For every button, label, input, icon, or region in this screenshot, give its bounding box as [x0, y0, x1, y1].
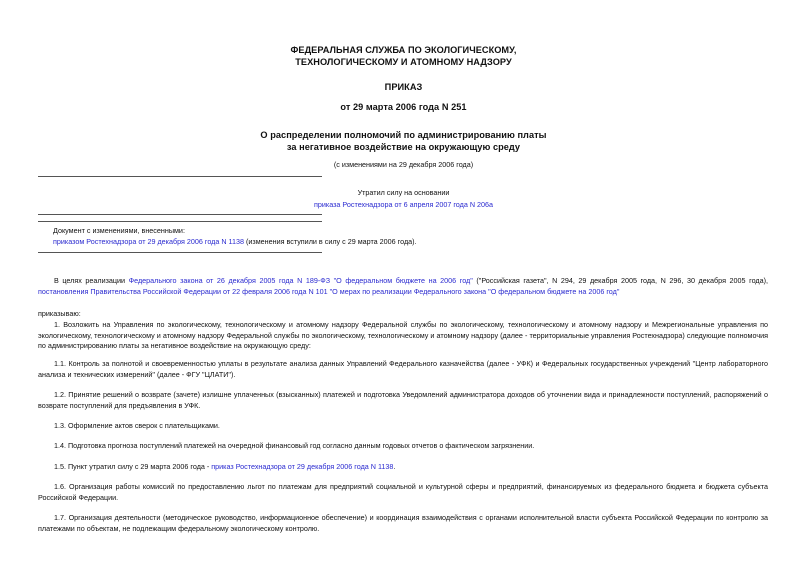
amendments-note: (с изменениями на 29 декабря 2006 года): [333, 160, 474, 169]
changes-suffix: (изменения вступили в силу с 29 марта 2006 года).: [244, 237, 417, 246]
preamble-paragraph: [38, 276, 768, 297]
doc-subject-line1: О распределении полномочий по администрированию платы: [260, 130, 547, 140]
item-1-5-order-link[interactable]: приказ Ростехнадзора от 29 декабря 2006 года N 1138: [211, 462, 394, 471]
federal-law-link[interactable]: Федерального закона от 26 декабря 2005 года N 189-ФЗ "О федеральном бюджете на 2006 год": [128, 276, 473, 285]
doc-date-number: от 29 марта 2006 года N 251: [340, 102, 467, 112]
preamble-text-a: В целях реализации: [54, 276, 129, 285]
divider: [38, 176, 322, 177]
repeal-order-link[interactable]: приказа Ростехнадзора от 6 апреля 2007 года N 206а: [314, 200, 493, 209]
item-1-5: [38, 462, 768, 473]
item-1-3: 1.3. Оформление актов сверок с плательщиками.: [54, 421, 220, 430]
item-1-1: 1.1. Контроль за полнотой и своевременностью уплаты в результате анализа данных Управлений Федерального казначейства (далее - УФК) и Федеральных государственных учреждений "Центр лабораторного анализа и технических измерений" (далее - ФГУ "ЦЛАТИ").: [38, 359, 768, 379]
orders-line: приказываю:: [38, 309, 81, 318]
changes-order-link[interactable]: приказом Ростехнадзора от 29 декабря 2006 года N 1138: [53, 237, 245, 246]
changes-intro: Документ с изменениями, внесенными:: [53, 226, 185, 235]
item-1: 1. Возложить на Управления по экологическому, технологическому и атомному надзору Федеральной службы по экологическому, технологическому и атомному надзору и Межрегиональные управления по экологическому, технологическому и атомному надзору Федеральной службы по экологическому, технологическому и атомному надзору (далее - территориальные управления Ростехнадзора) следующие полномочия по администрированию платы за негативное воздействие на окружающую среду:: [38, 320, 768, 350]
agency-title-line2: ТЕХНОЛОГИЧЕСКОМУ И АТОМНОМУ НАДЗОРУ: [295, 57, 512, 67]
doc-subject-line2: за негативное воздействие на окружающую среду: [286, 142, 521, 152]
item-1-6: 1.6. Организация работы комиссий по предоставлению льгот по платежам для предприятий социальной и культурной сферы и предприятий, финансируемых из федерального бюджета и бюджета субъекта Российской Федерации.: [38, 482, 768, 502]
item-1-2: 1.2. Принятие решений о возврате (зачете) излишне уплаченных (взысканных) платежей и подготовка Уведомлений администратора доходов об уточнении вида и принадлежности поступлений, распоряжений о возврате поступлений для предъявления в УФК.: [38, 390, 768, 410]
changes-line: [53, 236, 417, 247]
item-1-4: 1.4. Подготовка прогноза поступлений платежей на очередной финансовый год согласно данным годовых отчетов о фактическом загрязнении.: [54, 441, 535, 450]
repeal-link-row: [0, 200, 807, 210]
repeal-text: Утратил силу на основании: [357, 188, 450, 197]
agency-title-line1: ФЕДЕРАЛЬНАЯ СЛУЖБА ПО ЭКОЛОГИЧЕСКОМУ,: [290, 45, 517, 55]
divider: [38, 252, 322, 253]
divider: [38, 221, 322, 222]
item-1-5-text: 1.5. Пункт утратил силу с 29 марта 2006 года -: [54, 462, 212, 471]
preamble-text-b: ("Российская газета", N 294, 29 декабря 2005 года, N 296, 30 декабря 2005 года),: [472, 276, 768, 285]
item-1-7: 1.7. Организация деятельности (методическое руководство, информационное обеспечение) и координация взаимодействия с органами исполнительной власти субъекта Российской Федерации по контролю за платежами по объектам, не подлежащим федеральному экологическому контролю.: [38, 513, 768, 533]
government-decree-link[interactable]: постановления Правительства Российской Федерации от 22 февраля 2006 года N 101 "О мерах по реализации Федерального закона "О федеральном бюджете на 2006 год": [38, 286, 620, 296]
item-1-5-end: .: [393, 462, 396, 471]
doc-type: ПРИКАЗ: [384, 82, 423, 92]
divider: [38, 214, 322, 215]
